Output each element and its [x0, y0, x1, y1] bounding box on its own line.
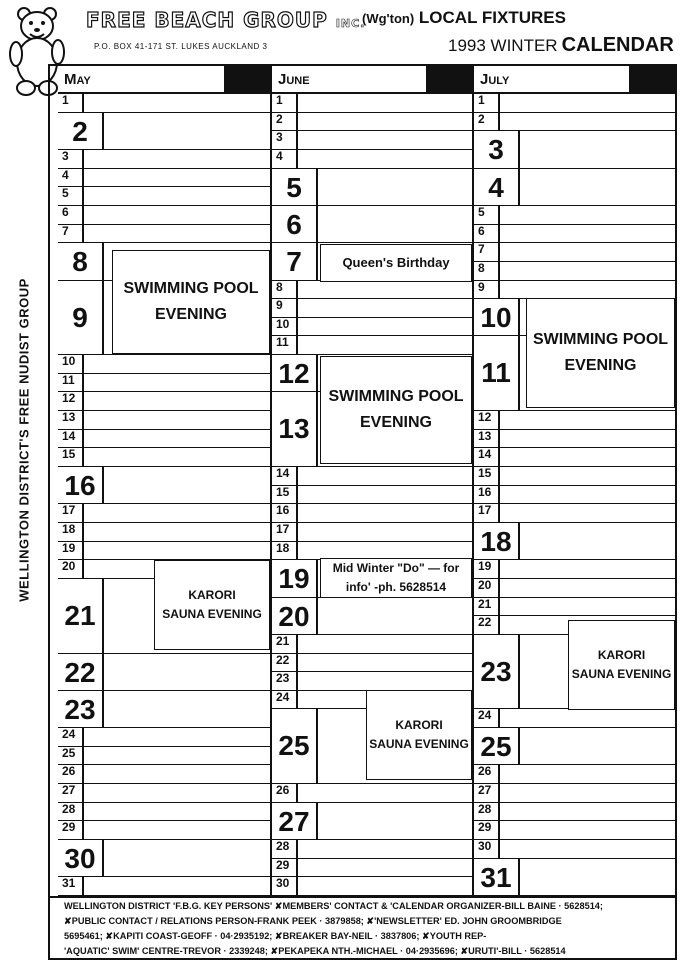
day-number: 13	[58, 411, 84, 429]
day-number: 18	[272, 542, 298, 560]
key-persons-footer	[64, 899, 668, 959]
day-row	[272, 467, 472, 486]
day-row	[474, 262, 675, 281]
event-text: EVENING	[359, 414, 432, 431]
day-number: 6	[272, 206, 318, 242]
day-number: 12	[58, 392, 84, 410]
day-number: 3	[58, 150, 84, 168]
month-header-block	[426, 66, 472, 92]
event-text: KARORI	[188, 587, 236, 602]
day-row	[272, 672, 472, 691]
day-row	[474, 243, 675, 262]
day-row	[474, 430, 675, 449]
day-row	[58, 784, 270, 803]
day-row	[58, 840, 270, 877]
day-row	[474, 169, 675, 206]
day-number: 21	[474, 598, 500, 616]
day-number: 17	[272, 523, 298, 541]
day-number: 5	[58, 187, 84, 205]
day-row	[58, 374, 270, 393]
month-column-may	[58, 66, 270, 896]
day-number: 14	[272, 467, 298, 485]
day-number: 23	[272, 672, 298, 690]
event-sauna-june	[366, 690, 472, 780]
day-number: 18	[58, 523, 84, 541]
org-name: FREE BEACH GROUP INC.	[86, 8, 366, 32]
day-number: 27	[58, 784, 84, 802]
day-number: 25	[474, 728, 520, 764]
day-number: 14	[474, 448, 500, 466]
event-text: info' -ph. 5628514	[345, 580, 447, 594]
month-name: June	[278, 71, 310, 88]
day-number: 7	[474, 243, 500, 261]
month-header-block	[629, 66, 675, 92]
day-number: 27	[272, 803, 318, 839]
day-row	[272, 336, 472, 355]
day-number: 22	[272, 654, 298, 672]
month-header-block	[224, 66, 270, 92]
day-row	[58, 765, 270, 784]
day-row	[272, 803, 472, 840]
day-row	[272, 504, 472, 523]
day-number: 4	[58, 169, 84, 187]
day-number: 28	[474, 803, 500, 821]
day-number: 7	[272, 243, 318, 279]
day-number: 6	[58, 206, 84, 224]
day-number: 22	[58, 654, 104, 690]
day-row	[474, 579, 675, 598]
day-number: 2	[474, 113, 500, 131]
footer-line: ✘PUBLIC CONTACT / RELATIONS PERSON-FRANK PEEK · 3879858; ✘'NEWSLETTER' ED. JOHN GROOMBRIDGE	[64, 916, 562, 926]
day-number: 25	[272, 709, 318, 783]
event-text: EVENING	[154, 306, 227, 323]
day-number: 1	[58, 94, 84, 112]
day-number: 14	[58, 430, 84, 448]
day-number: 10	[272, 318, 298, 336]
day-number: 10	[474, 299, 520, 335]
day-number: 2	[272, 113, 298, 131]
day-number: 17	[58, 504, 84, 522]
day-row	[58, 654, 270, 691]
day-number: 31	[474, 859, 520, 895]
event-swimming-pool-july	[526, 298, 675, 408]
day-number: 7	[58, 225, 84, 243]
day-row	[272, 877, 472, 896]
day-number: 8	[58, 243, 104, 279]
day-row	[272, 598, 472, 635]
day-row	[58, 821, 270, 840]
day-number: 19	[272, 560, 318, 596]
day-row	[58, 728, 270, 747]
day-number: 18	[474, 523, 520, 559]
day-number: 26	[474, 765, 500, 783]
day-row	[474, 448, 675, 467]
day-row	[58, 187, 270, 206]
title-prefix: (Wg'ton)	[362, 11, 415, 26]
day-number: 13	[474, 430, 500, 448]
day-row	[474, 728, 675, 765]
day-row	[272, 654, 472, 673]
event-queens-birthday	[320, 244, 472, 282]
calendar-subtitle	[448, 34, 674, 57]
event-mid-winter	[320, 558, 472, 598]
day-number: 21	[272, 635, 298, 653]
day-number: 2	[58, 113, 104, 149]
day-row	[58, 94, 270, 113]
footer-line: 5695461; ✘KAPITI COAST-GEOFF · 04·2935192; ✘BREAKER BAY-NEIL · 3837806; ✘YOUTH REP-	[64, 931, 487, 941]
day-row	[474, 784, 675, 803]
day-row	[474, 131, 675, 168]
event-text: SWIMMING POOL	[532, 331, 669, 349]
org-suffix: INC.	[335, 17, 366, 30]
day-number: 25	[58, 747, 84, 765]
day-number: 16	[272, 504, 298, 522]
month-name: May	[64, 71, 91, 88]
day-number: 17	[474, 504, 500, 522]
subtitle-year: 1993 WINTER	[448, 36, 558, 55]
day-row	[58, 206, 270, 225]
event-text: Mid Winter "Do" — for	[332, 560, 460, 575]
day-row	[272, 131, 472, 150]
day-number: 9	[58, 281, 104, 355]
day-number: 29	[474, 821, 500, 839]
day-row	[58, 691, 270, 728]
day-number: 15	[272, 486, 298, 504]
event-text: SAUNA EVENING	[369, 737, 469, 751]
day-row	[272, 840, 472, 859]
day-row	[474, 523, 675, 560]
day-row	[474, 765, 675, 784]
subtitle-calendar: CALENDAR	[561, 34, 674, 56]
day-number: 31	[58, 877, 84, 895]
event-text: KARORI	[395, 717, 443, 732]
day-row	[474, 206, 675, 225]
day-row	[58, 542, 270, 561]
title-main: LOCAL FIXTURES	[418, 8, 566, 27]
day-row	[58, 113, 270, 150]
day-row	[272, 486, 472, 505]
day-row	[272, 206, 472, 243]
day-number: 12	[272, 355, 318, 391]
day-number: 1	[272, 94, 298, 112]
day-number: 5	[272, 169, 318, 205]
day-number: 9	[272, 299, 298, 317]
month-header	[272, 66, 472, 94]
day-row	[58, 803, 270, 822]
day-row	[58, 448, 270, 467]
day-row	[58, 877, 270, 896]
day-number: 30	[474, 840, 500, 858]
event-sauna-july	[568, 620, 675, 710]
calendar-title	[362, 8, 566, 28]
day-number: 11	[272, 336, 298, 354]
day-number: 3	[272, 131, 298, 149]
day-row	[474, 486, 675, 505]
day-row	[58, 392, 270, 411]
event-text: EVENING	[564, 357, 637, 374]
day-row	[474, 411, 675, 430]
day-row	[474, 467, 675, 486]
event-swimming-pool-june	[320, 356, 472, 464]
day-row	[272, 784, 472, 803]
day-number: 4	[272, 150, 298, 168]
day-row	[474, 94, 675, 113]
event-text: SAUNA EVENING	[571, 667, 672, 681]
day-row	[58, 523, 270, 542]
event-text: SAUNA EVENING	[162, 607, 262, 621]
day-number: 24	[474, 709, 500, 727]
day-row	[474, 598, 675, 617]
event-text: SWIMMING POOL	[123, 280, 259, 298]
day-row	[58, 467, 270, 504]
day-row	[474, 504, 675, 523]
day-row	[58, 225, 270, 244]
day-row	[474, 560, 675, 579]
day-row	[272, 635, 472, 654]
day-number: 13	[272, 392, 318, 466]
day-row	[58, 747, 270, 766]
day-row	[58, 504, 270, 523]
day-row	[58, 430, 270, 449]
event-text: KARORI	[597, 647, 646, 662]
day-row	[272, 113, 472, 132]
footer-line: WELLINGTON DISTRICT 'F.B.G. KEY PERSONS' ✘MEMBERS' CONTACT & 'CALENDAR ORGANIZER-BILL BAINE · 5628514;	[64, 901, 603, 911]
day-number: 16	[58, 467, 104, 503]
day-row	[272, 523, 472, 542]
event-text: Queen's Birthday	[342, 254, 450, 270]
day-number: 22	[474, 616, 500, 634]
day-number: 28	[58, 803, 84, 821]
day-number: 19	[474, 560, 500, 578]
day-number: 15	[474, 467, 500, 485]
day-number: 4	[474, 169, 520, 205]
day-row	[474, 803, 675, 822]
day-number: 20	[272, 598, 318, 634]
day-number: 29	[58, 821, 84, 839]
event-swimming-pool-may	[112, 250, 270, 354]
day-row	[474, 709, 675, 728]
footer-divider	[48, 896, 677, 898]
day-number: 24	[58, 728, 84, 746]
event-sauna-may	[154, 560, 270, 650]
day-row	[272, 859, 472, 878]
day-number: 21	[58, 579, 104, 653]
day-row	[474, 113, 675, 132]
org-address: P.O. BOX 41-171 ST. LUKES AUCKLAND 3	[94, 42, 268, 51]
day-number: 30	[58, 840, 104, 876]
day-number: 26	[272, 784, 298, 802]
day-number: 10	[58, 355, 84, 373]
month-name: July	[480, 71, 510, 88]
day-number: 23	[474, 635, 520, 709]
day-number: 30	[272, 877, 298, 895]
day-number: 8	[272, 281, 298, 299]
day-number: 19	[58, 542, 84, 560]
day-number: 6	[474, 225, 500, 243]
day-number: 5	[474, 206, 500, 224]
day-number: 9	[474, 281, 500, 299]
day-number: 3	[474, 131, 520, 167]
day-row	[58, 150, 270, 169]
month-header	[474, 66, 675, 94]
day-row	[272, 318, 472, 337]
day-row	[474, 225, 675, 244]
day-row	[58, 169, 270, 188]
month-header	[58, 66, 270, 94]
day-row	[58, 411, 270, 430]
day-number: 8	[474, 262, 500, 280]
day-row	[474, 821, 675, 840]
day-number: 28	[272, 840, 298, 858]
month-column-july	[472, 66, 675, 896]
day-row	[474, 859, 675, 896]
side-vertical-text: WELLINGTON DISTRICT'S FREE NUDIST GROUP	[16, 278, 32, 602]
day-number: 20	[58, 560, 84, 578]
day-number: 27	[474, 784, 500, 802]
day-number: 23	[58, 691, 104, 727]
day-row	[272, 281, 472, 300]
day-number: 11	[474, 336, 520, 410]
day-row	[474, 281, 675, 300]
day-number: 1	[474, 94, 500, 112]
day-number: 26	[58, 765, 84, 783]
day-row	[474, 840, 675, 859]
day-row	[272, 169, 472, 206]
day-number: 11	[58, 374, 84, 392]
day-number: 20	[474, 579, 500, 597]
day-row	[58, 355, 270, 374]
day-number: 16	[474, 486, 500, 504]
day-number: 15	[58, 448, 84, 466]
day-row	[272, 150, 472, 169]
day-row	[272, 299, 472, 318]
day-number: 24	[272, 691, 298, 709]
day-number: 12	[474, 411, 500, 429]
day-number: 29	[272, 859, 298, 877]
day-row	[272, 94, 472, 113]
footer-line: 'AQUATIC' SWIM' CENTRE-TREVOR · 2339248; ✘PEKAPEKA NTH.-MICHAEL · 04·2935696; ✘URUTI'-BILL · 5628514	[64, 946, 566, 956]
event-text: SWIMMING POOL	[328, 388, 464, 406]
